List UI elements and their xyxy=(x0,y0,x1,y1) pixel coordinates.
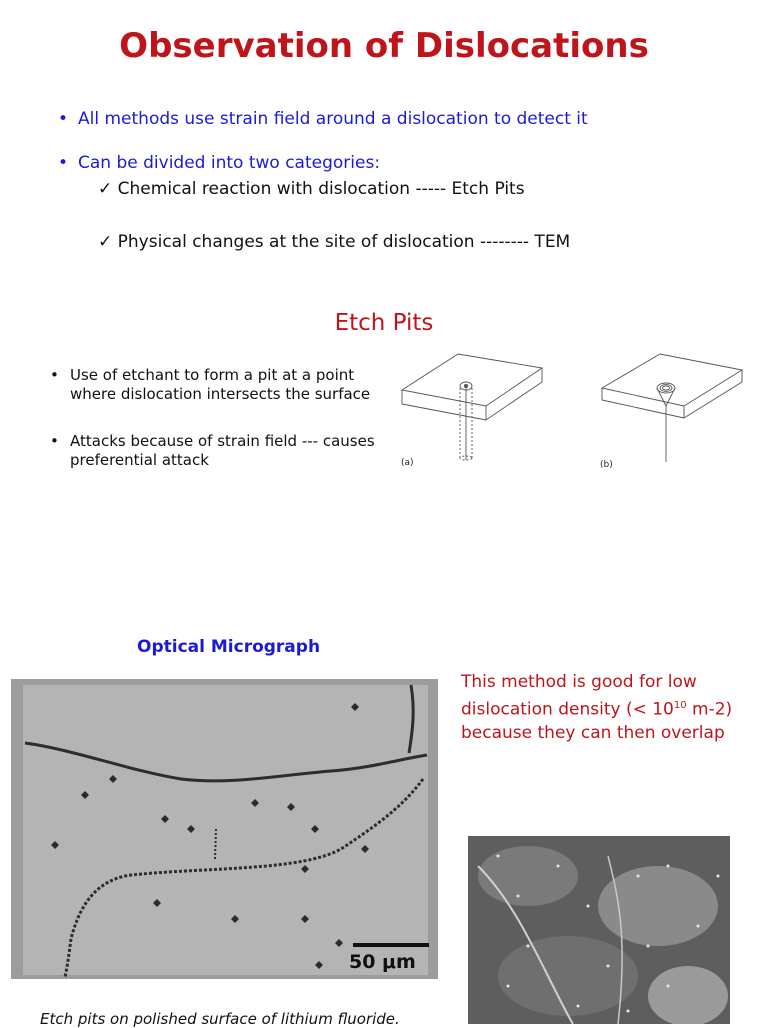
figure-label-a: (a) xyxy=(401,458,414,468)
bullet-strain-field xyxy=(58,109,588,129)
bullet-text: Can be divided into two categories: xyxy=(78,153,381,173)
checkmark-icon: ✓ xyxy=(98,232,113,252)
check-text: Chemical reaction with dislocation ----- Etch Pits xyxy=(117,179,525,199)
page-title: Observation of Dislocations xyxy=(119,26,649,66)
check-item-etch xyxy=(98,179,525,199)
bullet-dot: • xyxy=(58,153,69,173)
section-heading-etch-pits: Etch Pits xyxy=(334,310,434,336)
etch-bullet-text: Attacks because of strain field --- causes preferential attack xyxy=(70,432,375,469)
note-line-1: This method is good for low xyxy=(461,672,697,692)
check-item-tem xyxy=(98,232,570,252)
note-line-2-unit: m-2) xyxy=(686,699,733,720)
note-line-2-text: dislocation density (< 10 xyxy=(461,699,674,720)
low-density-note xyxy=(461,671,732,745)
bullet-text: All methods use strain field around a dislocation to detect it xyxy=(78,109,588,129)
etch-bullet-text: Use of etchant to form a pit at a point where dislocation intersects the surface xyxy=(70,366,371,403)
figure-label-b: (b) xyxy=(600,460,613,470)
micrograph-caption: Etch pits on polished surface of lithium fluoride. xyxy=(40,1010,400,1028)
optical-micrograph-image xyxy=(11,679,438,979)
micrograph-texture xyxy=(11,679,438,979)
diagram-etch-pit-a xyxy=(398,350,548,470)
bullet-dot: • xyxy=(58,109,69,129)
surface-micrograph-image xyxy=(468,836,730,1024)
note-exponent: 10 xyxy=(673,700,687,711)
etch-bullet-1 xyxy=(50,366,380,404)
bullet-dot: • xyxy=(50,366,59,384)
bullet-categories xyxy=(58,153,380,173)
note-line-3: because they can then overlap xyxy=(461,722,725,743)
note-line-2 xyxy=(461,694,732,722)
optical-micrograph-heading: Optical Micrograph xyxy=(137,637,321,657)
check-text: Physical changes at the site of dislocation -------- TEM xyxy=(117,232,571,252)
scale-bar-label: 50 μm xyxy=(349,951,416,973)
etch-bullet-2 xyxy=(50,432,380,470)
diagram-etch-pit-b xyxy=(598,350,748,470)
surface-texture xyxy=(468,836,730,1024)
checkmark-icon: ✓ xyxy=(98,179,113,199)
bullet-dot: • xyxy=(50,432,59,450)
